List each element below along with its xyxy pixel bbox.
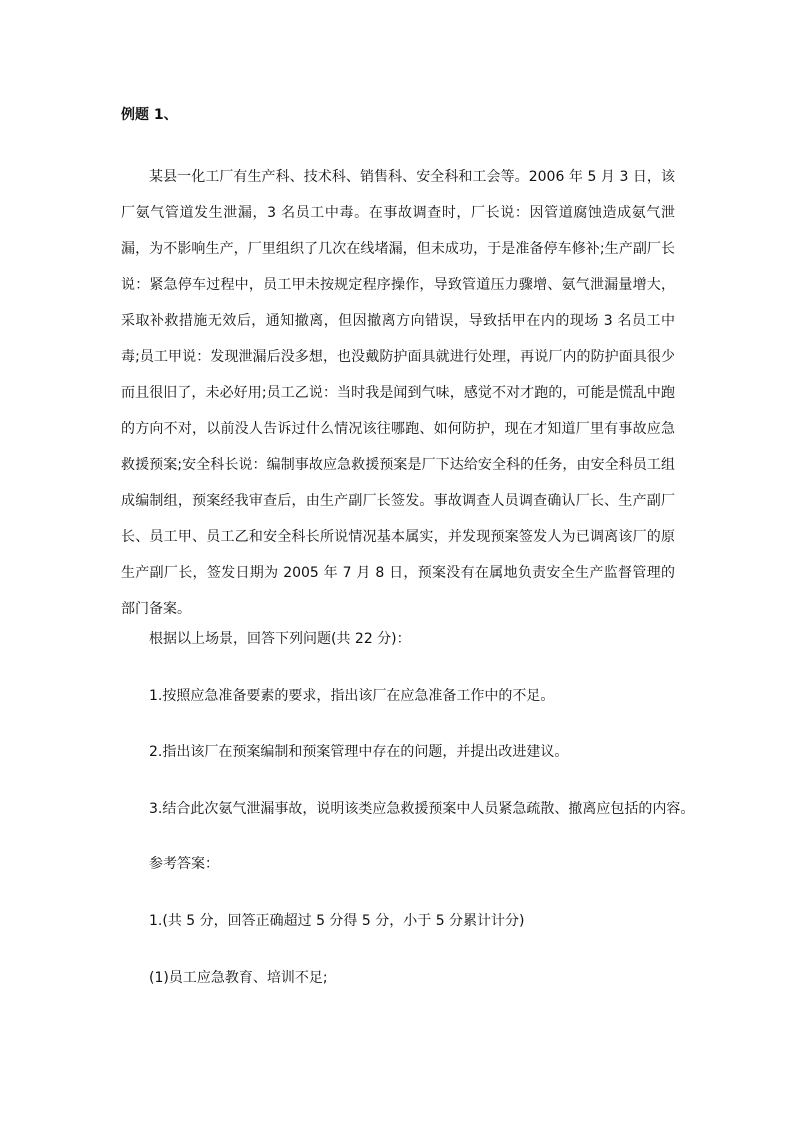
scenario-paragraph: 某县一化工厂有生产科、技术科、销售科、安全科和工会等。2006 年 5 月 3 日，该厂氨气管道发生泄漏，3 名员工中毒。在事故调查时，厂长说：因管道腐蚀造成氨气泄漏，为不影响生产，厂里组织了几次在线堵漏，但未成功，于是准备停车修补;生产副厂长说：紧急停车过程中，员工甲未按规定程序操作，导致管道压力骤增、氨气泄漏量增大，采取补救措施无效后，通知撤离，但因撤离方向错误，导致括甲在内的现场 3 名员工中毒;员工甲说：发现泄漏后没多想，也没戴防护面具就进行处理，再说厂内的防护面具很少而且很旧了，未必好用;员工乙说：当时我是闻到气味，感觉不对才跑的，可能是慌乱中跑的方向不对，以前没人告诉过什么情况该往哪跑、如何防护，现在才知道厂里有事故应急救援预案;安全科长说：编制事故应急救援预案是厂下达给安全科的任务，由安全科员工组成编制组，预案经我审查后，由生产副厂长签发。事故调查人员调查确认厂长、生产副厂长、员工甲、员工乙和安全科长所说情况基本属实，并发现预案签发人为已调离该厂的原生产副厂长，签发日期为 2005 年 7 月 8 日，预案没有在属地负责安全生产监督管理的部门备案。: [121, 169, 675, 617]
question-prompt: 根据以上场景，回答下列问题(共 22 分)：: [149, 631, 411, 647]
question-1: 1.按照应急准备要素的要求，指出该厂在应急准备工作中的不足。: [149, 688, 555, 704]
question-3: 3.结合此次氨气泄漏事故，说明该类应急救援预案中人员紧急疏散、撤离应包括的内容。: [149, 801, 695, 817]
question-2: 2.指出该厂在预案编制和预案管理中存在的问题，并提出改进建议。: [149, 744, 569, 760]
answer-scoring-note: 1.(共 5 分，回答正确超过 5 分得 5 分，小于 5 分累计计分): [149, 913, 525, 929]
answer-heading: 参考答案：: [149, 856, 219, 872]
answer-item-1: (1)员工应急教育、培训不足;: [149, 970, 328, 986]
example-heading: 例题 1、: [121, 107, 178, 123]
